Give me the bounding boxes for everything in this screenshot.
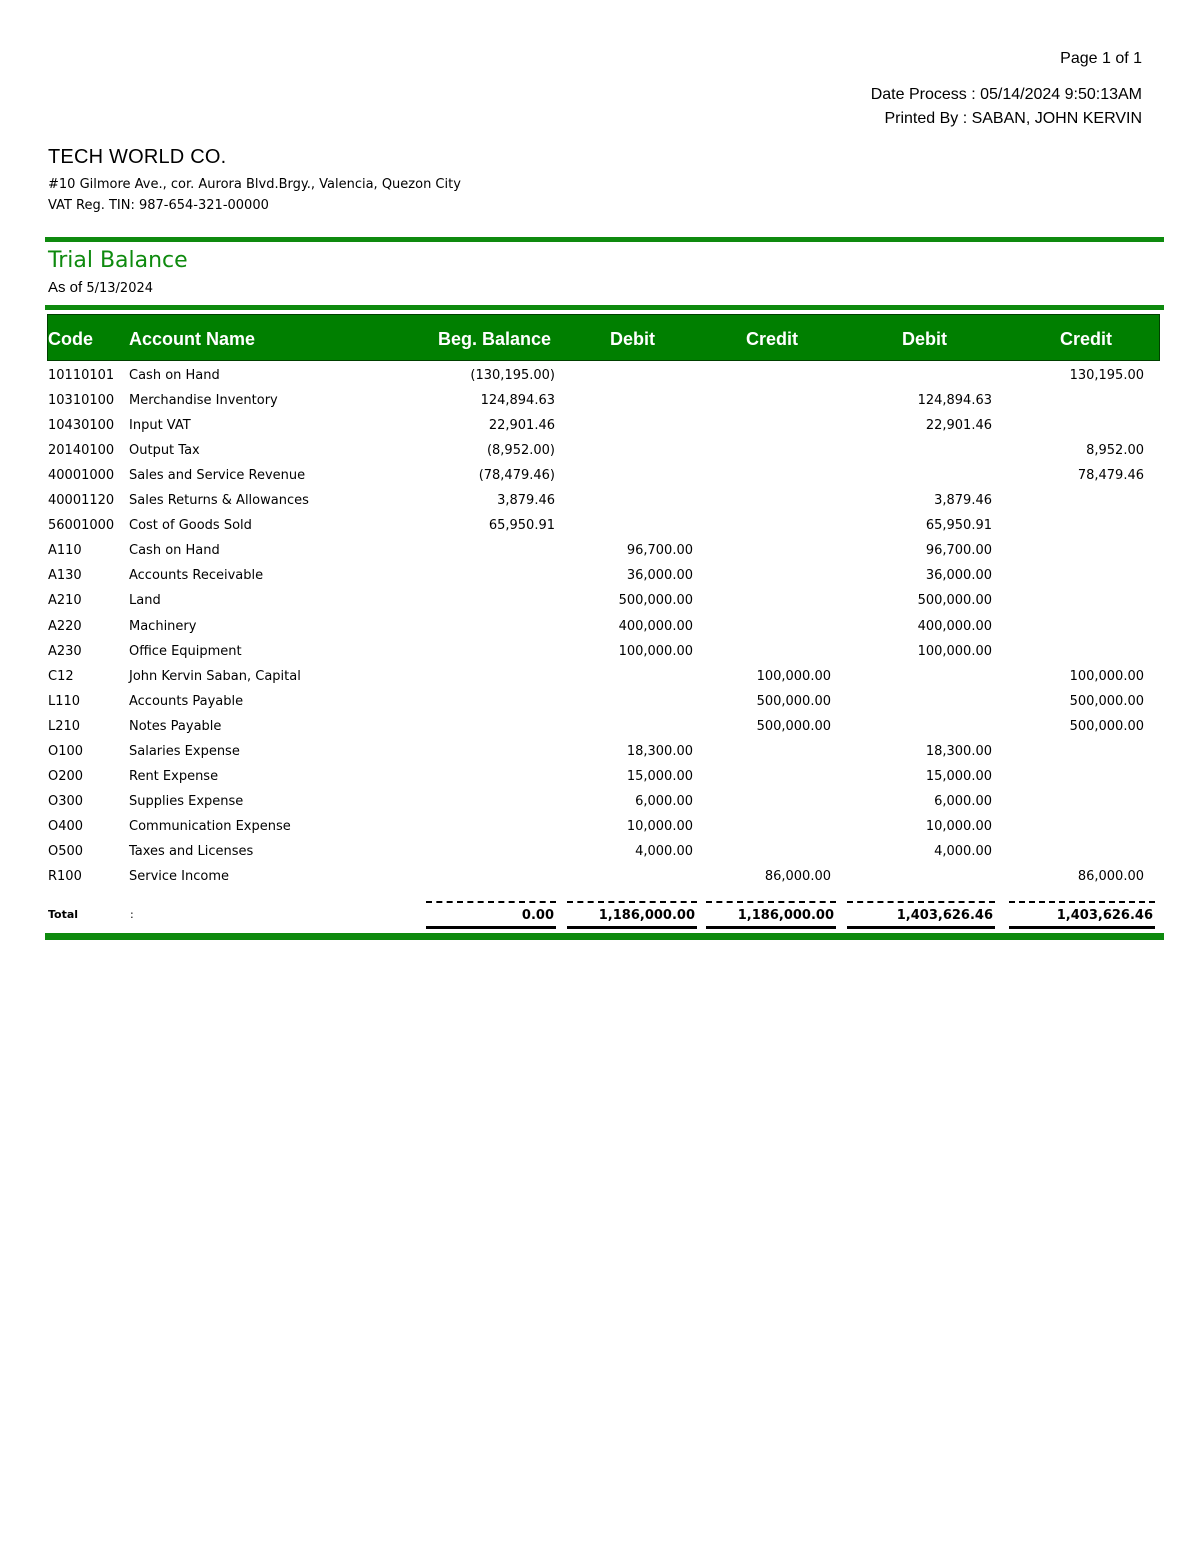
cell-debit: 500,000.00 bbox=[618, 593, 693, 609]
total-beg-balance: 0.00 bbox=[426, 901, 556, 929]
date-process: Date Process : 05/14/2024 9:50:13AM bbox=[870, 86, 1142, 103]
table-header bbox=[47, 314, 1160, 361]
table-row bbox=[0, 389, 1200, 414]
cell-debit: 18,300.00 bbox=[626, 743, 693, 759]
table-row bbox=[0, 665, 1200, 690]
report-title: Trial Balance bbox=[48, 248, 188, 273]
cell-code: R100 bbox=[48, 869, 82, 884]
cell-beg-balance: 22,901.46 bbox=[488, 418, 555, 434]
cell-account-name: Output Tax bbox=[129, 443, 200, 459]
cell-beg-balance: (78,479.46) bbox=[478, 468, 555, 484]
cell-debit: 6,000.00 bbox=[635, 793, 693, 809]
company-vat: VAT Reg. TIN: 987-654-321-00000 bbox=[48, 198, 269, 213]
header-credit: Credit bbox=[746, 329, 799, 349]
as-of-line bbox=[48, 279, 153, 296]
total-row bbox=[0, 898, 1200, 934]
cell-code: O500 bbox=[48, 843, 84, 859]
cell-ending-debit: 6,000.00 bbox=[934, 793, 992, 809]
cell-account-name: Cash on Hand bbox=[129, 368, 220, 383]
cell-account-name: Sales and Service Revenue bbox=[129, 468, 306, 484]
header-beg-balance: Beg. Balance bbox=[438, 329, 552, 349]
cell-account-name: Merchandise Inventory bbox=[129, 393, 278, 409]
cell-code: L110 bbox=[48, 693, 81, 709]
cell-code: 10310100 bbox=[48, 393, 115, 409]
header-debit: Debit bbox=[610, 329, 655, 349]
cell-code: O300 bbox=[48, 793, 84, 809]
cell-account-name: Salaries Expense bbox=[129, 743, 240, 759]
as-of-date: 5/13/2024 bbox=[86, 281, 154, 296]
cell-beg-balance: 124,894.63 bbox=[480, 393, 555, 409]
cell-ending-credit: 78,479.46 bbox=[1077, 468, 1144, 484]
cell-ending-debit: 400,000.00 bbox=[917, 618, 992, 634]
printed-by: Printed By : SABAN, JOHN KERVIN bbox=[884, 110, 1142, 127]
cell-ending-credit: 500,000.00 bbox=[1069, 718, 1144, 734]
total-debit: 1,186,000.00 bbox=[567, 901, 697, 929]
table-row bbox=[0, 640, 1200, 665]
cell-code: 10110101 bbox=[48, 368, 115, 383]
cell-ending-debit: 124,894.63 bbox=[917, 393, 992, 409]
cell-ending-debit: 18,300.00 bbox=[925, 743, 992, 759]
top-divider bbox=[45, 237, 1164, 242]
cell-credit: 100,000.00 bbox=[756, 668, 831, 684]
cell-ending-debit: 4,000.00 bbox=[934, 843, 992, 859]
table-row bbox=[0, 765, 1200, 790]
total-credit: 1,186,000.00 bbox=[706, 901, 836, 929]
cell-account-name: John Kervin Saban, Capital bbox=[129, 668, 301, 684]
cell-code: O100 bbox=[48, 743, 84, 759]
cell-account-name: Cash on Hand bbox=[129, 543, 220, 559]
table-row bbox=[0, 690, 1200, 715]
header-ending-credit: Credit bbox=[1060, 329, 1113, 349]
header-ending-debit: Debit bbox=[902, 329, 947, 349]
cell-code: A110 bbox=[48, 543, 82, 559]
table-row bbox=[0, 514, 1200, 539]
cell-account-name: Service Income bbox=[129, 869, 230, 884]
cell-account-name: Cost of Goods Sold bbox=[129, 518, 252, 534]
cell-account-name: Input VAT bbox=[129, 418, 191, 434]
table-row bbox=[0, 790, 1200, 815]
cell-credit: 500,000.00 bbox=[756, 718, 831, 734]
cell-code: 40001000 bbox=[48, 468, 115, 484]
cell-ending-credit: 500,000.00 bbox=[1069, 693, 1144, 709]
cell-ending-debit: 15,000.00 bbox=[925, 768, 992, 784]
cell-beg-balance: (130,195.00) bbox=[470, 368, 555, 383]
table-row bbox=[0, 715, 1200, 740]
cell-ending-debit: 500,000.00 bbox=[917, 593, 992, 609]
cell-credit: 500,000.00 bbox=[756, 693, 831, 709]
cell-code: 10430100 bbox=[48, 418, 115, 434]
cell-debit: 96,700.00 bbox=[626, 543, 693, 559]
cell-code: 40001120 bbox=[48, 493, 115, 509]
total-colon: : bbox=[130, 908, 134, 921]
cell-beg-balance: (8,952.00) bbox=[486, 443, 555, 459]
cell-ending-debit: 3,879.46 bbox=[934, 493, 992, 509]
cell-code: O200 bbox=[48, 768, 84, 784]
table-row bbox=[0, 414, 1200, 439]
table-row bbox=[0, 489, 1200, 514]
cell-code: 56001000 bbox=[48, 518, 115, 534]
cell-account-name: Supplies Expense bbox=[129, 793, 244, 809]
table-row bbox=[0, 740, 1200, 765]
cell-beg-balance: 65,950.91 bbox=[488, 518, 555, 534]
cell-ending-credit: 130,195.00 bbox=[1069, 368, 1144, 383]
cell-debit: 10,000.00 bbox=[626, 818, 693, 834]
cell-account-name: Land bbox=[129, 593, 161, 609]
table-row bbox=[0, 815, 1200, 840]
cell-account-name: Communication Expense bbox=[129, 818, 291, 834]
bottom-divider bbox=[45, 933, 1164, 940]
header-account-name: Account Name bbox=[129, 329, 256, 349]
cell-ending-credit: 100,000.00 bbox=[1069, 668, 1144, 684]
cell-code: A210 bbox=[48, 593, 82, 609]
cell-code: A220 bbox=[48, 618, 82, 634]
cell-account-name: Notes Payable bbox=[129, 718, 222, 734]
total-label: Total bbox=[48, 908, 79, 921]
cell-account-name: Office Equipment bbox=[129, 643, 242, 659]
cell-account-name: Sales Returns & Allowances bbox=[129, 493, 309, 509]
cell-code: L210 bbox=[48, 718, 81, 734]
page-number: Page 1 of 1 bbox=[1060, 50, 1142, 67]
table-row bbox=[0, 539, 1200, 564]
table-row bbox=[0, 364, 1200, 389]
cell-account-name: Taxes and Licenses bbox=[129, 843, 254, 859]
cell-ending-debit: 10,000.00 bbox=[925, 818, 992, 834]
header-divider bbox=[45, 305, 1164, 310]
cell-beg-balance: 3,879.46 bbox=[497, 493, 555, 509]
cell-code: 20140100 bbox=[48, 443, 115, 459]
total-ending-debit: 1,403,626.46 bbox=[847, 901, 995, 929]
table-row bbox=[0, 865, 1200, 890]
table-row bbox=[0, 840, 1200, 865]
cell-ending-debit: 100,000.00 bbox=[917, 643, 992, 659]
table-row bbox=[0, 439, 1200, 464]
table-row bbox=[0, 615, 1200, 640]
cell-ending-debit: 22,901.46 bbox=[925, 418, 992, 434]
cell-code: A230 bbox=[48, 643, 82, 659]
cell-account-name: Accounts Receivable bbox=[129, 568, 264, 584]
table-row bbox=[0, 464, 1200, 489]
cell-debit: 100,000.00 bbox=[618, 643, 693, 659]
table-row bbox=[0, 564, 1200, 589]
cell-debit: 36,000.00 bbox=[626, 568, 693, 584]
header-code: Code bbox=[48, 329, 93, 349]
cell-code: O400 bbox=[48, 818, 84, 834]
total-ending-credit: 1,403,626.46 bbox=[1009, 901, 1155, 929]
cell-debit: 15,000.00 bbox=[626, 768, 693, 784]
cell-ending-debit: 36,000.00 bbox=[925, 568, 992, 584]
cell-debit: 4,000.00 bbox=[635, 843, 693, 859]
cell-account-name: Rent Expense bbox=[129, 768, 219, 784]
company-address: #10 Gilmore Ave., cor. Aurora Blvd.Brgy., Valencia, Quezon City bbox=[48, 177, 461, 192]
table-row bbox=[0, 589, 1200, 614]
cell-ending-credit: 8,952.00 bbox=[1086, 443, 1144, 459]
cell-ending-debit: 65,950.91 bbox=[925, 518, 992, 534]
cell-account-name: Accounts Payable bbox=[129, 693, 244, 709]
cell-credit: 86,000.00 bbox=[764, 869, 831, 884]
cell-ending-debit: 96,700.00 bbox=[925, 543, 992, 559]
company-name: TECH WORLD CO. bbox=[48, 146, 227, 168]
cell-account-name: Machinery bbox=[129, 618, 197, 634]
cell-code: A130 bbox=[48, 568, 82, 584]
cell-ending-credit: 86,000.00 bbox=[1077, 869, 1144, 884]
cell-debit: 400,000.00 bbox=[618, 618, 693, 634]
as-of-label: As of bbox=[48, 279, 83, 296]
cell-code: C12 bbox=[48, 668, 74, 684]
